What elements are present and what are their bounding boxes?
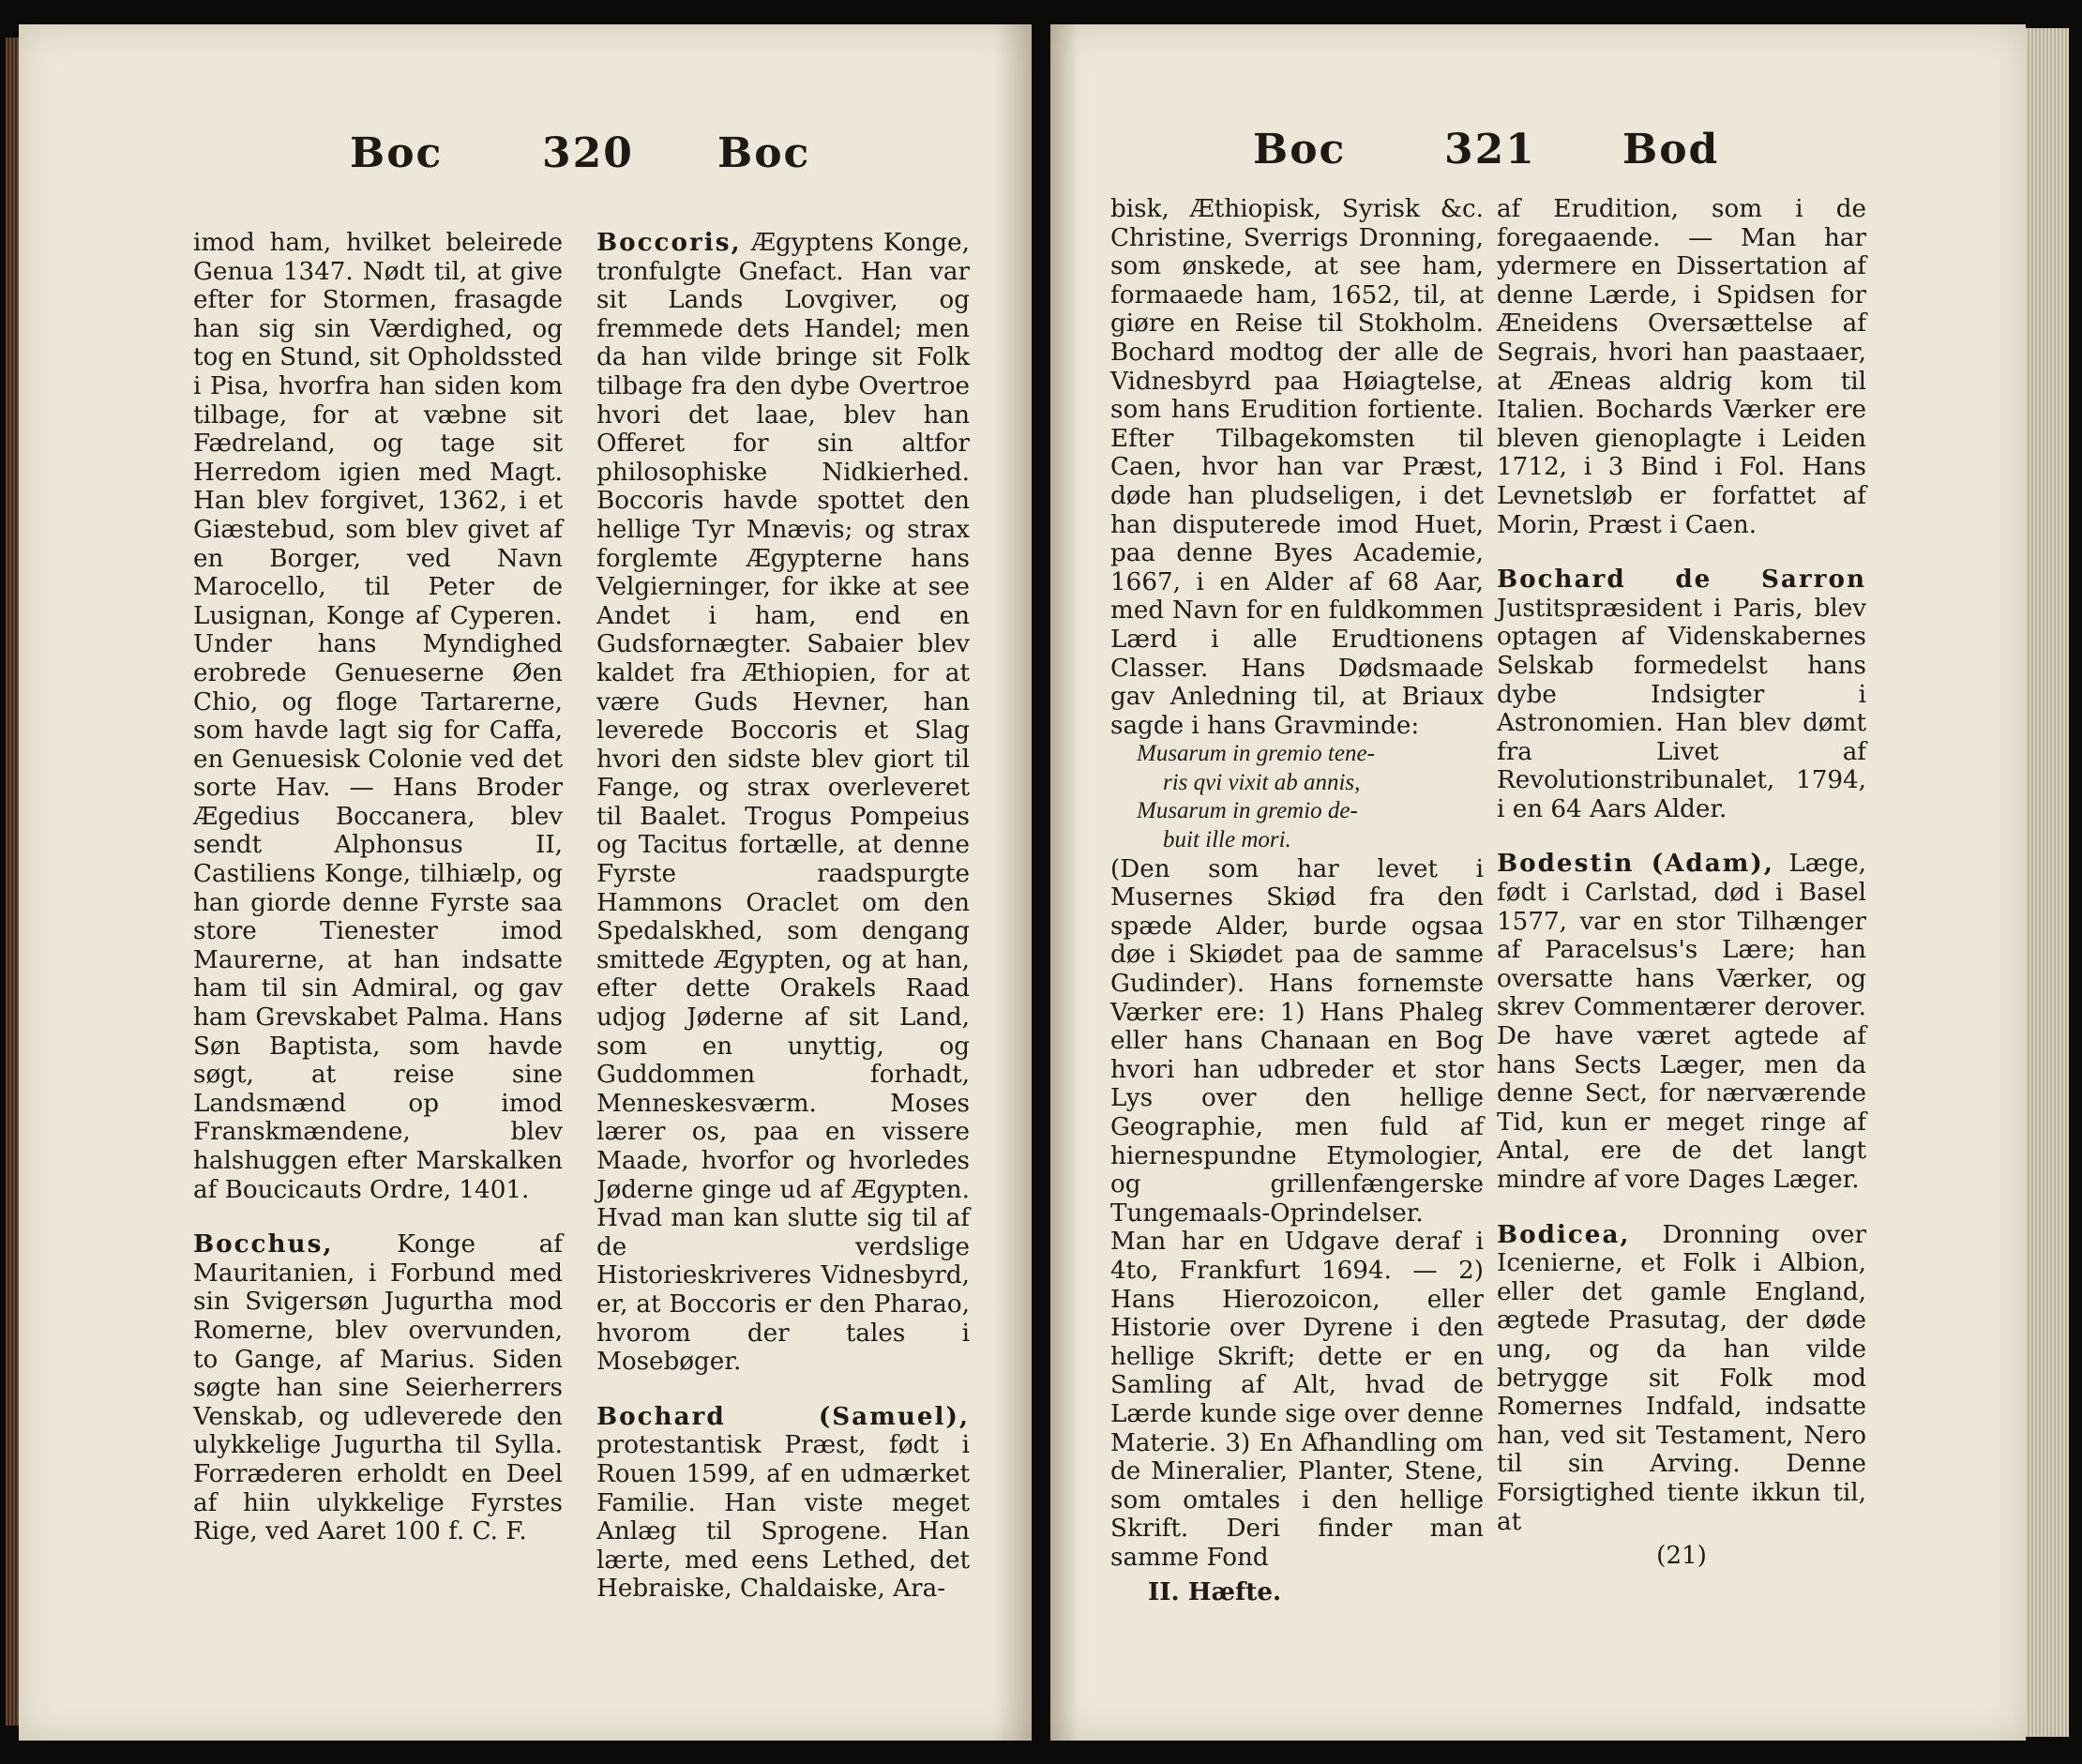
running-head-right: Boc bbox=[717, 129, 811, 177]
entry-bochard-samuel bbox=[596, 1403, 970, 1604]
verse-line: Musarum in gremio tene- bbox=[1137, 741, 1375, 767]
left-column-2 bbox=[596, 229, 970, 1604]
page-number: 320 bbox=[542, 129, 634, 177]
headword: Boccoris, bbox=[596, 228, 742, 257]
entry-text: protestantisk Præst, født i Rouen 1599, af en udmærket Familie. Han viste meget Anlæg til Sprogene. Han lærte, med eens Lethed, det Hebraiske, Chaldaiske, Ara- bbox=[596, 1431, 970, 1604]
latin-epitaph bbox=[1110, 740, 1484, 854]
continued-entry-text: bisk, Æthiopisk, Syrisk &c. Christine, Sverrigs Dronning, som ønskede, at see ham, formaaede ham, 1652, til, at giøre en Reise til Stokholm. Bochard modtog der alle de Vidnesbyrd paa Høiagtelse, som hans Erudition fortiente. Efter Tilbagekomsten til Caen, hvor han var Præst, døde han pludseligen, i det han disputerede imod Huet, paa denne Byes Academie, 1667, i en Alder af 68 Aar, med Navn for en fuldkommen Lærd i alle Erudtionens Classer. Hans Dødsmaade gav Anledning til, at Briaux sagde i hans Gravminde: bbox=[1110, 195, 1484, 740]
verse-line: ris qvi vixit ab annis, bbox=[1163, 769, 1361, 795]
verse-line: buit ille mori. bbox=[1163, 827, 1291, 853]
gathering-number: (21) bbox=[1656, 1542, 1707, 1571]
entry-text: Konge af Mauritanien, i Forbund med sin Svigersøn Jugurtha mod Romerne, blev overvunden, to Gange, af Marius. Siden søgte han sine Seierherrers Venskab, og udleverede den ulykkelige Jugurtha til Sylla. Forræderen erholdt en Deel af hiin ulykkelige Fyrstes Rige, ved Aaret 100 f. C. F. bbox=[193, 1230, 563, 1546]
headword: Bodicea, bbox=[1497, 1219, 1631, 1249]
headword: Bochard (Samuel), bbox=[596, 1401, 970, 1431]
entry-bodicea bbox=[1497, 1221, 1866, 1537]
entry-bodestin bbox=[1497, 850, 1866, 1194]
entry-text: Læge, født i Carlstad, død i Basel 1577, var en stor Tilhænger af Paracelsus's Lære; han oversatte hans Værker, og skrev Commentærer derover. De have været agtede af hans Sects Læger, men da denne Sect, for nærværende Tid, kun er meget ringe af Antal, ere de det langt mindre af vore Dages Læger. bbox=[1497, 850, 1866, 1194]
entry-bochard-de-sarron bbox=[1497, 565, 1866, 823]
right-column-1 bbox=[1110, 195, 1484, 1606]
running-head-left: Boc bbox=[1253, 126, 1347, 173]
entry-boccoris bbox=[596, 229, 970, 1377]
entry-bocchus bbox=[193, 1230, 563, 1546]
entry-text-continued: (Den som har levet i Musernes Skiød fra den spæde Alder, burde ogsaa døe i Skiødet paa de samme Gudinder). Hans fornemste Værker ere: 1) Hans Phaleg eller hans Chanaan en Bog hvori han udbreder et stor Lys over den hellige Geographie, men fuld af hiernespundne Etymologier, og grillenfængerske Tungemaals-Oprindelser. Man har en Udgave deraf i 4to, Frankfurt 1694. — 2) Hans Hierozoicon, eller Historie over Dyrene i den hellige Skrift; dette er en Samling af Alt, hvad de Lærde kunde sige over denne Materie. 3) En Afhandling om de Mineralier, Planter, Stene, som omtales i den hellige Skrift. Deri finder man samme Fond bbox=[1110, 854, 1484, 1572]
right-page bbox=[1050, 24, 2026, 1741]
page-header-321 bbox=[1050, 126, 2026, 191]
running-head-left: Boc bbox=[350, 129, 444, 177]
headword: Bochard de Sarron bbox=[1497, 565, 1866, 595]
entry-text: Ægyptens Konge, tronfulgte Gnefact. Han var sit Lands Lovgiver, og fremmede dets Handel; men da han vilde bringe sit Folk tilbage fra den dybe Overtroe hvori det laae, blev han Offeret for sin altfor philosophiske Nidkierhed. Boccoris havde spottet den hellige Tyr Mnævis; og strax forglemte Ægypterne hans Velgierninger, for ikke at see Andet i ham, end en Gudsfornægter. Sabaier blev kaldet fra Æthiopien, for at være Guds Hevner, han leverede Boccoris et Slag hvori den sidste blev giort til Fange, og strax overleveret til Baalet. Trogus Pompeius og Tacitus fortælle, at denne Fyrste raadspurgte Hammons Oraclet om den Spedalskhed, som dengang smittede Ægypten, og at han, efter dette Orakels Raad udjog Jøderne af sit Land, som en unyttig, og Guddommen forhadt, Menneskesværm. Moses lærer os, paa en vissere Maade, hvorfor og hvorledes Jøderne ginge ud af Ægypten. Hvad man kan slutte sig til af de verdslige Historieskriveres Vidnesbyrd, er, at Boccoris er den Pharao, hvorom der tales i Mosebøger. bbox=[596, 229, 971, 1377]
continued-entry-text: imod ham, hvilket beleirede Genua 1347. Nødt til, at give efter for Stormen, frasagde han sig sin Værdighed, og tog en Stund, sit Opholdssted i Pisa, hvorfra han siden kom tilbage, for at væbne sit Fædreland, og tage sit Herredom igien med Magt. Han blev forgivet, 1362, i et Giæstebud, som blev givet af en Borger, ved Navn Marocello, til Peter de Lusignan, Konge af Cyperen. Under hans Myndighed erobrede Genueserne Øen Chio, og floge Tartarerne, som havde lagt sig for Caffa, en Genuesisk Colonie ved det sorte Hav. — Hans Broder Ægedius Boccanera, blev sendt Alphonsus II, Castiliens Konge, tilhiælp, og han giorde denne Fyrste saa store Tienester imod Maurerne, at han indsatte ham til sin Admiral, og gav ham Grevskabet Palma. Hans Søn Baptista, som havde søgt, at reise sine Landsmænd op imod Franskmændene, blev halshuggen efter Marskalken af Boucicauts Ordre, 1401. bbox=[193, 229, 564, 1204]
page-number: 321 bbox=[1444, 126, 1536, 173]
entry-text: Justitspræsident i Paris, blev optagen af Videnskabernes Selskab formedelst hans dybe Indsigter i Astronomien. Han blev dømt fra Livet af Revolutionstribunalet, 1794, i en 64 Aars Alder. bbox=[1497, 594, 1866, 823]
continued-entry-text: af Erudition, som i de foregaaende. — Man har ydermere en Dissertation af denne Lærde, i Spidsen for Æneidens Oversættelse af Segrais, hvori han paastaaer, at Æneas aldrig kom til Italien. Bochards Værker ere bleven gienoplagte i Leiden 1712, i 3 Bind i Fol. Hans Levnetsløb er forfattet af Morin, Præst i Caen. bbox=[1497, 195, 1866, 539]
left-page bbox=[19, 24, 1032, 1741]
page-header-320 bbox=[19, 129, 1032, 195]
left-column-1 bbox=[193, 229, 563, 1546]
running-head-right: Bod bbox=[1622, 126, 1720, 173]
book-edge-right bbox=[2026, 28, 2069, 1737]
book-edge-left bbox=[6, 38, 19, 1726]
entry-text: Dronning over Icenierne, et Folk i Albion, eller det gamle England, ægtede Prasutag, der døde ung, og da han vilde betrygge sit Folk mod Romernes Indfald, indsatte han, ved sit Testament, Nero til sin Arving. Denne Forsigtighed tiente ikkun til, at bbox=[1497, 1220, 1866, 1536]
signature-mark: II. Hæfte. bbox=[1148, 1576, 1282, 1606]
headword: Bodestin (Adam), bbox=[1497, 849, 1774, 879]
right-column-2 bbox=[1497, 195, 1866, 1571]
verse-line: Musarum in gremio de- bbox=[1137, 798, 1358, 824]
headword: Bocchus, bbox=[193, 1229, 334, 1259]
